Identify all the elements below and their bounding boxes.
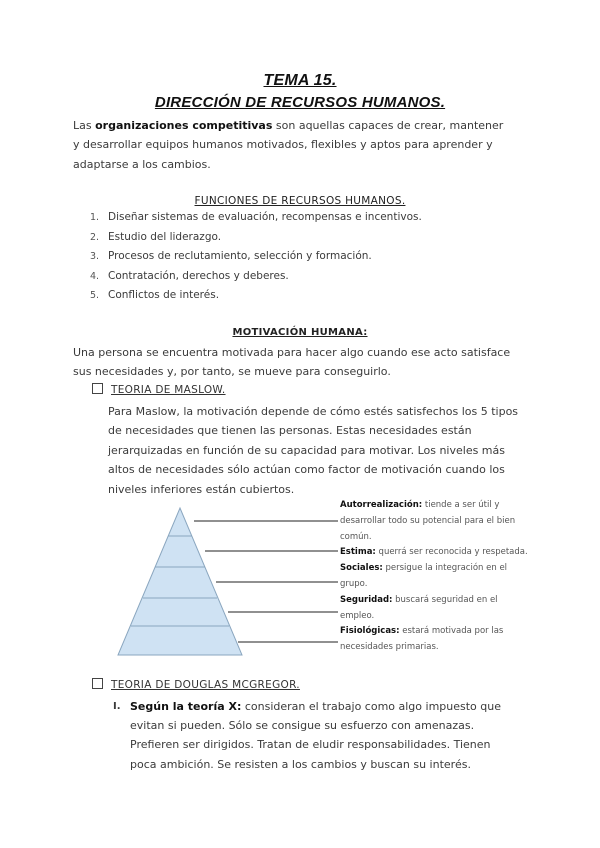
maslow-levels [340, 498, 530, 656]
teoria-x-text: consideran el trabajo como algo impuesto que evitan si pueden. Sólo se consigue su esfuerzo con amenazas. Prefieren ser dirigidos. Tratan de eludir responsabilidades. Tienen poca ambición. Se resisten a los cambios y buscan su interés. [130, 700, 502, 771]
list-item: 1. Diseñar sistemas de evaluación, recompensas e incentivos. [90, 211, 422, 223]
intro-text: son aquellas capaces de crear, mantener y desarrollar equipos humanos motivados, flexibles y aptos para aprender y adaptarse a los cambios. [73, 119, 504, 171]
page-subtitle: DIRECCIÓN DE RECURSOS HUMANOS. [154, 94, 446, 111]
mcgregor-label: TEORIA DE DOUGLAS MCGREGOR. [111, 679, 300, 691]
intro-bold-term: organizaciones competitivas [95, 119, 273, 132]
level-item: Seguridad: buscará seguridad en el empleo. [340, 594, 498, 621]
list-item: 5. Conflictos de interés. [90, 289, 220, 301]
maslow-paragraph: Para Maslow, la motivación depende de cómo estés satisfechos los 5 tipos de necesidades que tienen las personas. Estas necesidades están jerarquizadas en función de su capacidad para motivar. Los niveles más altos de necesidades sólo actúan como factor de motivación cuando los niveles inferiores están cubiertos. [108, 405, 519, 496]
teoria-x-item [113, 697, 515, 774]
page-title: TEMA 15. [263, 72, 337, 89]
list-item: 4. Contratación, derechos y deberes. [90, 269, 289, 282]
mcgregor-check-row [92, 678, 300, 691]
maslow-pyramid [110, 500, 350, 665]
funciones-list [90, 208, 510, 306]
intro-paragraph [73, 116, 513, 174]
maslow-label: TEORIA DE MASLOW. [111, 384, 226, 396]
motivacion-heading: MOTIVACIÓN HUMANA: [232, 327, 368, 338]
funciones-heading: FUNCIONES DE RECURSOS HUMANOS. [194, 195, 406, 207]
intro-prefix: Las [73, 119, 96, 132]
list-item: 3. Procesos de reclutamiento, selección y formación. [90, 250, 372, 262]
level-item: Fisiológicas: estará motivada por las necesidades primarias. [340, 626, 504, 653]
checkbox-icon [92, 383, 103, 394]
motivacion-paragraph: Una persona se encuentra motivada para hacer algo cuando ese acto satisface sus necesidades y, por tanto, se mueve para conseguirlo. [73, 346, 511, 379]
teoria-x-title: Según la teoría X: [130, 700, 242, 713]
level-item: Autorrealización: tiende a ser útil y desarrollar todo su potencial para el bien común. [340, 500, 516, 542]
level-item: Sociales: persigue la integración en el grupo. [340, 563, 508, 589]
list-item: 2. Estudio del liderazgo. [90, 230, 222, 243]
maslow-check-row [92, 383, 226, 396]
teoria-x-number: I. [113, 701, 121, 712]
level-item: Estima: querrá ser reconocida y respetada. [340, 547, 528, 558]
checkbox-icon [92, 678, 103, 689]
